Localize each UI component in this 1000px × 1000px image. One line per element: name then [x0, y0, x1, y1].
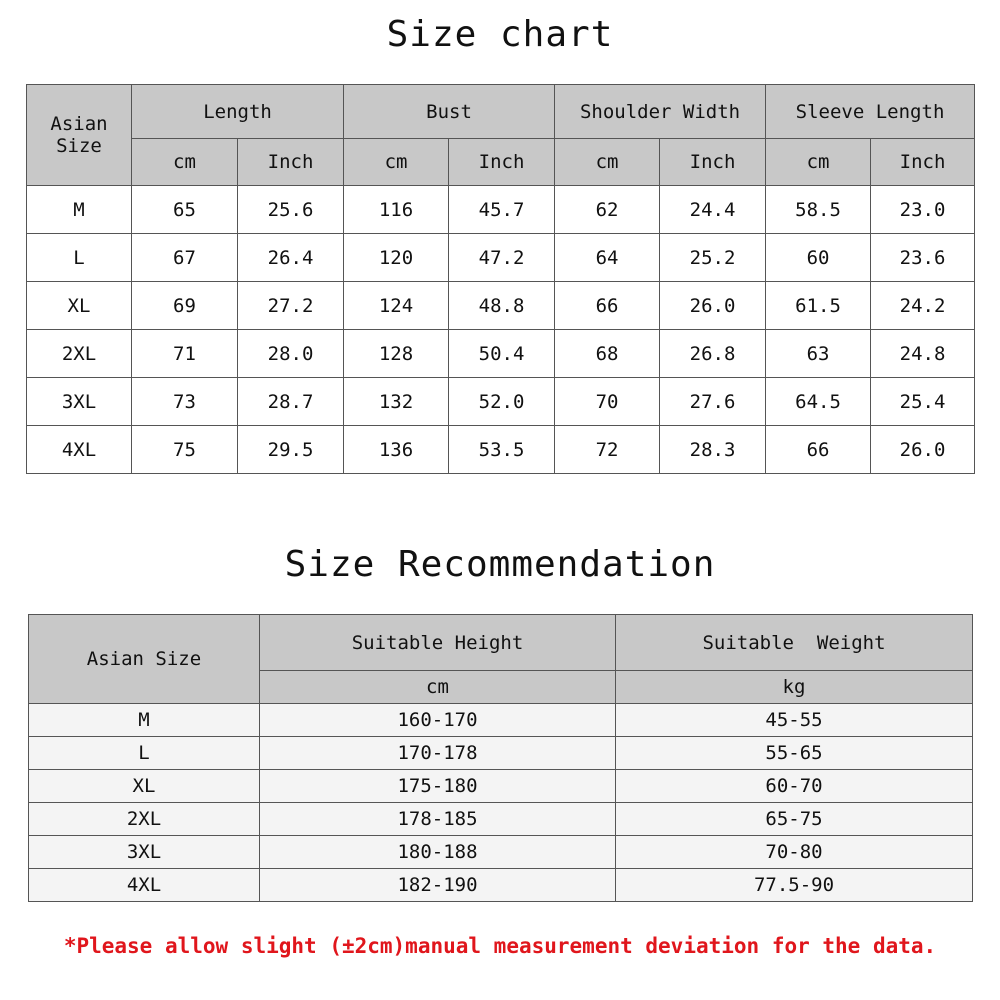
value-cell: 170-178 — [260, 737, 616, 770]
value-cell: 67 — [132, 234, 238, 282]
group-header: Shoulder Width — [555, 85, 766, 139]
size-chart-table — [26, 84, 975, 474]
value-cell: 70-80 — [616, 836, 973, 869]
value-cell: 45.7 — [449, 186, 555, 234]
value-cell: 26.4 — [238, 234, 344, 282]
value-cell: 136 — [344, 426, 449, 474]
table-row — [27, 282, 975, 330]
value-cell: 71 — [132, 330, 238, 378]
value-cell: 66 — [555, 282, 660, 330]
corner-header-line: Asian — [50, 113, 108, 135]
value-cell: 64.5 — [766, 378, 871, 426]
size-chart-title: Size chart — [386, 14, 614, 55]
value-cell: 63 — [766, 330, 871, 378]
value-cell: 50.4 — [449, 330, 555, 378]
value-cell: 24.2 — [871, 282, 975, 330]
value-cell: 66 — [766, 426, 871, 474]
value-cell: 75 — [132, 426, 238, 474]
value-cell: 61.5 — [766, 282, 871, 330]
value-cell: 24.8 — [871, 330, 975, 378]
value-cell: 178-185 — [260, 803, 616, 836]
value-cell: 160-170 — [260, 704, 616, 737]
size-chart-body — [27, 186, 975, 474]
size-label-cell: XL — [27, 282, 132, 330]
unit-header: Inch — [449, 139, 555, 186]
size-label-cell: M — [27, 186, 132, 234]
value-cell: 132 — [344, 378, 449, 426]
value-cell: 26.0 — [660, 282, 766, 330]
value-cell: 72 — [555, 426, 660, 474]
value-cell: 65-75 — [616, 803, 973, 836]
value-cell: 180-188 — [260, 836, 616, 869]
value-cell: 25.4 — [871, 378, 975, 426]
value-cell: 28.3 — [660, 426, 766, 474]
value-cell: 52.0 — [449, 378, 555, 426]
table-row — [27, 330, 975, 378]
size-label-cell: M — [29, 704, 260, 737]
value-cell: 27.2 — [238, 282, 344, 330]
value-cell: 60-70 — [616, 770, 973, 803]
value-cell: 70 — [555, 378, 660, 426]
unit-header: cm — [260, 671, 616, 704]
group-header: Bust — [344, 85, 555, 139]
unit-header: cm — [344, 139, 449, 186]
value-cell: 48.8 — [449, 282, 555, 330]
unit-header: cm — [766, 139, 871, 186]
value-cell: 26.0 — [871, 426, 975, 474]
value-cell: 77.5-90 — [616, 869, 973, 902]
value-cell: 29.5 — [238, 426, 344, 474]
size-label-cell: 3XL — [27, 378, 132, 426]
unit-header: Inch — [871, 139, 975, 186]
table-row — [29, 770, 973, 803]
value-cell: 65 — [132, 186, 238, 234]
value-cell: 116 — [344, 186, 449, 234]
value-cell: 55-65 — [616, 737, 973, 770]
value-cell: 24.4 — [660, 186, 766, 234]
measurement-note: *Please allow slight (±2cm)manual measurement deviation for the data. — [63, 934, 937, 958]
value-cell: 69 — [132, 282, 238, 330]
unit-header: kg — [616, 671, 973, 704]
value-cell: 182-190 — [260, 869, 616, 902]
value-cell: 23.0 — [871, 186, 975, 234]
size-recommendation-table — [28, 614, 973, 902]
table-row — [29, 836, 973, 869]
size-label-cell: XL — [29, 770, 260, 803]
value-cell: 25.6 — [238, 186, 344, 234]
size-label-cell: 4XL — [27, 426, 132, 474]
value-cell: 58.5 — [766, 186, 871, 234]
unit-header: Inch — [660, 139, 766, 186]
table-row — [29, 704, 973, 737]
size-label-cell: L — [29, 737, 260, 770]
unit-header: cm — [555, 139, 660, 186]
size-label-cell: L — [27, 234, 132, 282]
unit-header: Inch — [238, 139, 344, 186]
size-label-cell: 3XL — [29, 836, 260, 869]
value-cell: 124 — [344, 282, 449, 330]
value-cell: 60 — [766, 234, 871, 282]
group-header: Sleeve Length — [766, 85, 975, 139]
value-cell: 120 — [344, 234, 449, 282]
value-cell: 28.0 — [238, 330, 344, 378]
value-cell: 47.2 — [449, 234, 555, 282]
table-row — [27, 426, 975, 474]
value-cell: 45-55 — [616, 704, 973, 737]
corner-header — [27, 85, 132, 186]
value-cell: 62 — [555, 186, 660, 234]
value-cell: 26.8 — [660, 330, 766, 378]
size-label-cell: 2XL — [27, 330, 132, 378]
value-cell: 53.5 — [449, 426, 555, 474]
value-cell: 23.6 — [871, 234, 975, 282]
value-cell: 128 — [344, 330, 449, 378]
size-recommendation-body — [29, 704, 973, 902]
size-label-cell: 2XL — [29, 803, 260, 836]
corner-header: Asian Size — [29, 615, 260, 704]
table-row — [29, 737, 973, 770]
value-cell: 175-180 — [260, 770, 616, 803]
table-row — [27, 378, 975, 426]
value-cell: 27.6 — [660, 378, 766, 426]
value-cell: 64 — [555, 234, 660, 282]
value-cell: 28.7 — [238, 378, 344, 426]
value-cell: 73 — [132, 378, 238, 426]
table-row — [29, 803, 973, 836]
size-label-cell: 4XL — [29, 869, 260, 902]
table-row — [29, 869, 973, 902]
value-cell: 68 — [555, 330, 660, 378]
corner-header-line: Size — [56, 135, 102, 157]
group-header: Length — [132, 85, 344, 139]
unit-header: cm — [132, 139, 238, 186]
value-cell: 25.2 — [660, 234, 766, 282]
table-row — [27, 186, 975, 234]
group-header: Suitable Weight — [616, 615, 973, 671]
group-header: Suitable Height — [260, 615, 616, 671]
table-row — [27, 234, 975, 282]
size-recommendation-title: Size Recommendation — [284, 544, 716, 585]
